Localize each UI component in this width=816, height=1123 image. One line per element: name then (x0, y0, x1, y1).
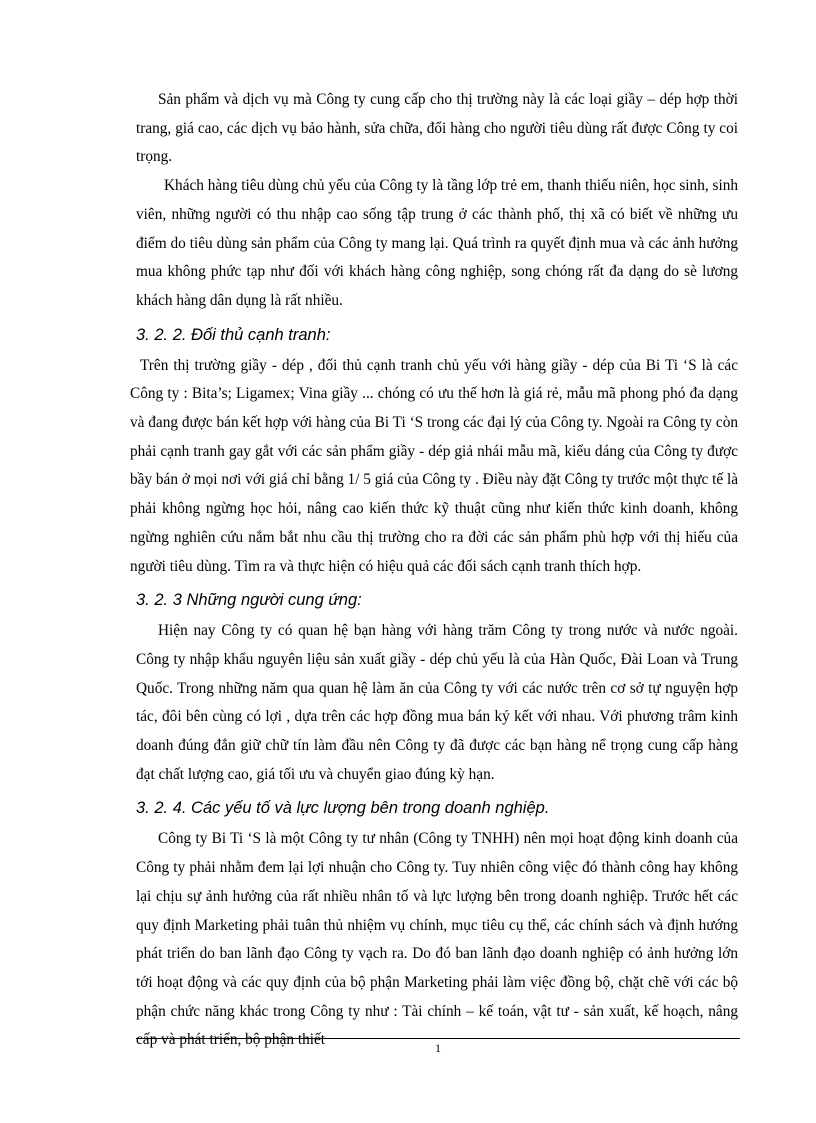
page-number: 1 (435, 1041, 441, 1055)
paragraph-customers: Khách hàng tiêu dùng chủ yếu của Công ty là tầng lớp trẻ em, thanh thiếu niên, học sinh, sinh viên, những người có thu nhập cao sống tập trung ở các thành phố, thị xã có biết về những ưu điểm do tiêu dùng sản phẩm của Công ty mang lại. Quá trình ra quyết định mua và các ảnh hưởng mua không phức tạp như đối với khách hàng công nghiệp, song chóng rất đa dạng do sè lương khách hàng dân dụng là rất nhiều. (136, 177, 738, 309)
paragraph-suppliers: Hiện nay Công ty có quan hệ bạn hàng với hàng trăm Công ty trong nước và nước ngoài. Công ty nhập khẩu nguyên liệu sản xuất giầy - dép chủ yếu là của Hàn Quốc, Đài Loan và Trung Quốc. Trong những năm qua quan hệ làm ăn của Công ty với các nước trên cơ sở tự nguyện hợp tác, đôi bên cùng có lợi , dựa trên các hợp đồng mua bán ký kết với nhau. Với phương trâm kinh doanh đúng đắn giữ chữ tín làm đầu nên Công ty đã được các bạn hàng nể trọng cung cấp hàng đạt chất lượng cao, giá tối ưu và chuyển giao đúng kỳ hạn. (136, 622, 738, 783)
heading-competitors: 3. 2. 2. Đối thủ cạnh tranh: (136, 325, 331, 344)
heading-internal-factors: 3. 2. 4. Các yếu tố và lực lượng bên trong doanh nghiệp. (136, 799, 550, 818)
footer-divider (136, 1038, 740, 1039)
paragraph-products: Sản phẩm và dịch vụ mà Công ty cung cấp cho thị trường này là các loại giầy – dép hợp thời trang, giá cao, các dịch vụ bảo hành, sửa chữa, đổi hàng cho người tiêu dùng rất được Công ty coi trọng. (136, 91, 738, 166)
paragraph-internal-factors: Công ty Bi Ti ‘S là một Công ty tư nhân (Công ty TNHH) nên mọi hoạt động kinh doanh của Công ty phải nhằm đem lại lợi nhuận cho Công ty. Tuy nhiên công việc đó thành công hay không lại chịu sự ảnh hưởng của rất nhiều nhân tố và lực lượng bên trong doanh nghiệp. Trước hết các quy định Marketing phải tuân thủ nhiệm vụ chính, mục tiêu cụ thể, các chính sách và định hướng phát triển do ban lãnh đạo Công ty vạch ra. Do đó ban lãnh đạo doanh nghiệp có ảnh hưởng lớn tới hoạt động và các quy định của bộ phận Marketing phải làm việc đồng bộ, chặt chẽ với các bộ phận chức năng khác trong Công ty như : Tài chính – kế toán, vật tư - sản xuất, kế hoạch, nâng cấp và phát triển, bộ phận thiết (136, 830, 738, 1049)
paragraph-competitors: Trên thị trường giầy - dép , đối thủ cạnh tranh chủ yếu với hàng giầy - dép của Bi Ti ‘S là các Công ty : Bita’s; Ligamex; Vina giầy ... chóng có ưu thế hơn là giá rẻ, mẫu mã phong phó đa dạng và đang được bán kết hợp với hàng của Bi Ti ‘S trong các đại lý của Công ty. Ngoài ra Công ty còn phải cạnh tranh gay gắt với các sản phẩm giầy - dép giả nhái mẫu mã, kiểu dáng của Công ty được bầy bán ở mọi nơi với giá chỉ bằng 1/ 5 giá của Công ty . Điều này đặt Công ty trước một thực tế là phải không ngừng học hỏi, nâng cao kiến thức kỹ thuật cũng như kiến thức kinh doanh, không ngừng nghiên cứu nắm bắt nhu cầu thị trường cho ra đời các sản phẩm phù hợp với thị hiếu của người tiêu dùng. Tìm ra và thực hiện có hiệu quả các đối sách cạnh tranh thích hợp. (130, 356, 739, 575)
heading-suppliers: 3. 2. 3 Những người cung ứng: (136, 591, 362, 610)
document-body (130, 86, 739, 1055)
